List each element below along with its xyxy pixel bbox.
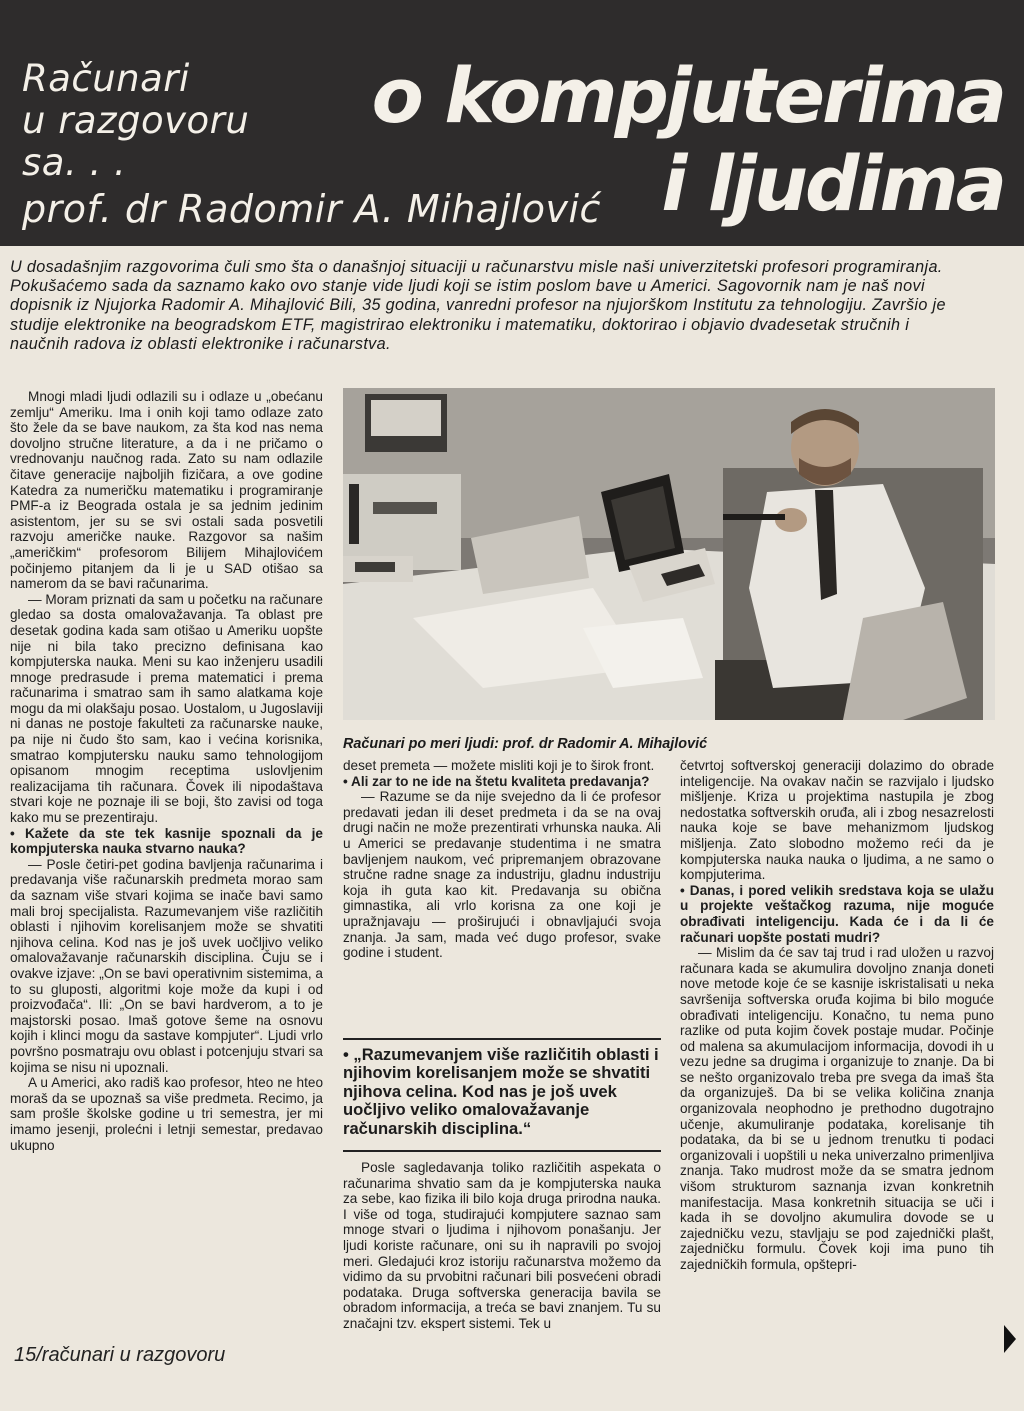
headline-line-1: o kompjuterima [371, 51, 1004, 140]
paragraph: — Posle četiri-pet godina bavljenja računarima i predavanja više računarskih predmeta morao sam da saznam više stvari kojima se inače bavi samo mali broj specijalista. Razumevanjem više različitih oblasti i njihovim korelisanjem može se shvatiti njihova celina. Kod nas je još uvek uočljivo veliko omalovažavanje računarskih disciplina. Čuju se i ovakve izjave: „On se bavi operativnim sistemima, a to su gluposti, algoritmi koje može da kupi i od proizvođača“. Ili: „On se bavi hardverom, a to je majstorski posao. Imaš gotove šeme na osnovu kojih i klinci mogu da sastave kompjuter“. Ljudi vrlo površno posmatraju ovu oblast i potcenjuju stvari sa kojima se nisu ni upoznali. [10, 856, 323, 1075]
paragraph: Mnogi mladi ljudi odlazili su i odlaze u „obećanu zemlju“ Ameriku. Ima i onih koji tamo odlaze zato što žele da se bave naukom, za šta kod nas nema dovoljno stručne literature, a da i ne pričamo o vrednovanju naučnog rada. Zato su nam odlazile čitave generacije najboljih fizičara, a ove godine Katedra za numeričku matematiku i programiranje PMF-a iz Beograda ostala je sa jednim jedinim asistentom, jer su se svi ostali sada posvetili razvoju američke nauke. Razgovor sa našim „američkim“ profesorom Bilijem Mihajlovićem počinjemo pitanjem da li je u SAD otišao sa namerom da se bavi računarima. [10, 389, 323, 592]
paragraph: — Mislim da će sav taj trud i rad uložen u razvoj računara kada se akumulira dovoljno znanja doneti nove metode koje će se kasnije iskristalisati u neka savršenija softverska oruđa kojima bi bilo moguće obrađivati inteligenciju. Konačno, tu nema puno razlike od puta kojim čovek postaje mudar. Počinje od malena sa akumulacijom informacija, dovodi ih u vezu jedne sa drugima i organizuje to znanje. Da bi se nešto organizovalo treba pre svega da imaš šta da organizuješ. Da bi se velika količina znanja organizovala neophodno je prethodno dugotrajno učenje, akumuliranje podataka, korelisanje tih podataka, da bi se u jednom trenutku ti podaci organizovali i uopštili u neka univerzalno primenljiva znanja. Tako mudrost može da se smatra jednom višom strukturom saznanja izvan konkretnih manifestacija. Masa konkretnih situacija se uči i kada ih se dovoljno akumulira dovode se u zajedničku vezu, stavljaju se pod zajednički plašt, zajedničku formulu. Čovek koji ima puno tih zajedničkih formula, opštepri- [680, 945, 994, 1272]
headline-line-2: i ljudima [661, 139, 1004, 228]
interview-question: • Danas, i pored velikih sredstava koja se ulažu u projekte veštačkog razuma, nije moguće obrađivati inteligenciju. Kada će i da li će računari uopšte postati mudri? [680, 882, 994, 945]
paragraph: deset premeta — možete misliti koji je to širok front. [343, 758, 655, 773]
lead-paragraph: U dosadašnjim razgovorima čuli smo šta o današnjoj situaciji u računarstvu misle naši univerzitetski profesori programiranja. Pokušaćemo sada da saznamo kako ovo stanje vide ljudi koji se istim poslom bave u Americi. Sagovornik nam je naš novi dopisnik iz Njujorka Radomir A. Mihajlović Bili, 35 godina, vanredni profesor na njujorškom Institutu za tehnologiju. Završio je studije elektronike na beogradskom ETF, magistrirao elektroniku i matematiku, doktorirao i objavio dvadesetak stručnih i naučnih radova iz oblasti elektronike i računarstva. [10, 258, 946, 353]
kicker-line-3: sa. . . [22, 141, 127, 184]
column-2-lower [343, 1160, 661, 1332]
interview-question: • Ali zar to ne ide na štetu kvaliteta predavanja? [343, 773, 650, 789]
kicker-line-1: Računari [22, 57, 190, 100]
column-3 [680, 758, 994, 1273]
title-banner [0, 0, 1024, 246]
pull-quote: • „Razumevanjem više različitih oblasti i njihovim korelisanjem može se shvatiti njihova celina. Kod nas je još uvek uočljivo veliko omalovažavanje računarskih disciplina.“ [343, 1038, 661, 1152]
paragraph: četvrtoj softverskoj generaciji dolazimo do obrade inteligencije. Na ovakav način se razvijalo i ljudsko mišljenje. Kriza u projektima nastupila je zbog nedostatka softverskih oruđa, ali i zbog nesazrelosti nauka koje se bave mehanizmom ljudskog mišljenja. Zato slobodno možemo reći da je kompjuterska nauka nauka o ljudima, a ne samo o kompjuterima. [680, 758, 994, 883]
column-2 [343, 758, 661, 961]
continue-arrow-icon [1004, 1325, 1016, 1353]
paragraph: Posle sagledavanja toliko različitih aspekata o računarima shvatio sam da je kompjuterska nauka za sebe, kao fizika ili bilo koja druga prirodna nauka. I više od toga, studirajući kompjutere saznao sam mnoge stvari o ljudima i njihovom ponašanju. Jer ljudi koriste računare, oni su ih napravili po svojoj meri. Gledajući kroz istoriju računarstva možemo da vidimo da su prvobitni računari bili posvećeni obradi podataka. Druga softverska generacija bavila se obradom informacija, a treća se bavi znanjem. Tu su značajni tzv. ekspert sistemi. Tek u [343, 1160, 661, 1331]
paragraph: — Razume se da nije svejedno da li će profesor predavati jedan ili deset predmeta i da se na ovaj drugi način ne može prezentirati vrhunska nauka. Ali u Americi se predavanje studentima i ne smatra bavljenjem naukom, već pripremanjem obrazovane stručne radne snage za industriju, gladnu industriju koja ih guta kao kit. Predavanja su obična gimnastika, ali vrlo korisna za one koji je upražnjavaju — proširujući i obnavljajući svoja znanja. Ja sam, mada već dugo profesor, svake godine i student. [343, 789, 661, 961]
page-footer: 15/računari u razgovoru [14, 1344, 226, 1366]
author-name: prof. dr Radomir A. Mihajlović [22, 187, 601, 231]
interview-photo [343, 388, 995, 720]
paragraph: — Moram priznati da sam u početku na računare gledao sa dosta omalovažavanja. Ta oblast pre desetak godina kada sam otišao u Ameriku uopšte nije ni bila tako precizno definisana kao kompjuterska nauka. Meni su kao inženjeru usadili mnoge predrasude i prema matematici i prema računarima i smatrao sam ih samo alatkama koje mogu da mi olakšaju posao. Uostalom, u Jugoslaviji ni danas ne postoje fakulteti za računarske nauke, pa nije ni čudo što sam, kao i većina korisnika, smatrao kompjutersku nauku samo tehnologijom opisanom mnogim receptima uslovljenim realizacijama tih računara. Čovek ili nipodaštava stvari koje ne poznaje ili se boji, što zavisi od toga kako mu se prezentiraju. [10, 591, 323, 826]
photo-caption: Računari po meri ljudi: prof. dr Radomir A. Mihajlović [343, 736, 708, 752]
paragraph: A u Americi, ako radiš kao profesor, hteo ne hteo moraš da se upoznaš sa više predmeta. Recimo, ja sam prošle školske godine u tri semestra, jer mi imamo jesenji, prolećni i letnji semestar, predavao ukupno [10, 1075, 323, 1153]
interview-question: • Kažete da ste tek kasnije spoznali da je kompjuterska nauka stvarno nauka? [10, 825, 323, 857]
kicker-line-2: u razgovoru [22, 99, 250, 142]
headline [372, 52, 1004, 228]
column-1 [10, 389, 323, 1153]
photo-illustration [343, 388, 995, 720]
